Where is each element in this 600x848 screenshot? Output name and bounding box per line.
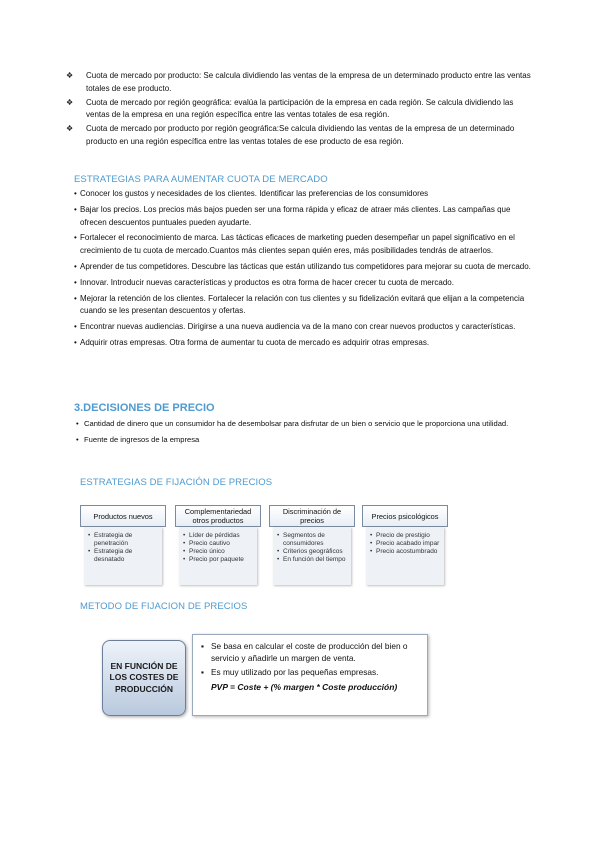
list-item [74,232,532,258]
card-heading: Productos nuevos [80,505,166,527]
list-item-text: Cuota de mercado por producto por región geográfica:Se calcula dividiendo las ventas de la empresa de un determinado producto en una región específica entre las ventas totales de ese producto de esa región. [86,124,515,146]
bullet-icon: • [74,277,77,287]
pricing-method-heading: METODO DE FIJACION DE PRECIOS [80,601,248,612]
list-item [74,293,532,319]
diamond-bullet-icon: ❖ [66,124,74,134]
card-item: • Precio acostumbrado [370,548,438,555]
card-item: • Precio por paquete [183,556,244,563]
card-item: • Estrategia de desnatado [88,548,133,563]
list-item [201,667,419,679]
list-item [76,418,516,430]
card-item: • Criterios geográficos [277,548,343,555]
list-item [74,277,532,290]
strategy-card-new-products [80,505,166,585]
list-item [66,97,536,123]
list-item [74,321,532,334]
list-item-text: Cuota de mercado por producto: Se calcula dividiendo las ventas de la empresa de un determinado producto entre las ventas totales de ese producto. [86,71,531,93]
bullet-icon: • [74,337,77,347]
list-item-text: Aprender de tus competidores. Descubre las tácticas que están utilizando tus competidores para mejorar su cuota de mercado. [80,261,531,271]
strategy-card-complementarity [175,505,261,585]
diamond-bullet-icon: ❖ [66,97,74,107]
pricing-strategies-diagram [80,505,450,587]
market-share-list [66,70,536,150]
list-item-text: Fuente de ingresos de la empresa [84,435,200,444]
list-item-text: Encontrar nuevas audiencias. Dirigirse a una nueva audiencia va de la mano con crear nuevos productos y características. [80,322,516,332]
card-body [179,527,257,585]
strategies-list [74,188,532,353]
card-item: • Precio acabado impar [370,540,440,547]
bullet-icon: • [76,435,79,444]
strategies-heading: ESTRATEGIAS PARA AUMENTAR CUOTA DE MERCADO [74,174,328,185]
price-definition-list [76,418,516,450]
list-item-text: Adquirir otras empresas. Otra forma de aumentar tu cuota de mercado es adquirir otras empresas. [80,337,430,347]
bullet-icon: • [74,233,77,243]
list-item [201,641,419,664]
card-heading: Discriminación de precios [269,505,355,527]
list-item [76,434,516,446]
pricing-method-diagram [90,630,430,720]
list-item-text: Fortalecer el reconocimiento de marca. Las tácticas eficaces de marketing pueden desempeñar un papel significativo en el crecimiento de tu cuota de mercado.Cuantos más clientes sepan quién eres, más posibilidades tendrás de atraerlos. [80,233,515,256]
list-item [66,123,536,149]
list-item [74,337,532,350]
list-item [74,188,532,201]
list-item-text: Cuota de mercado por región geográfica: evalúa la participación de la empresa en cada región. Se calcula dividiendo las ventas de la empresa en una región específica entre las ventas totales de esa región. [86,97,514,120]
price-decisions-heading: 3.DECISIONES DE PRECIO [74,402,215,414]
list-item-text: Conocer los gustos y necesidades de los clientes. Identificar las preferencias de los consumidores [80,189,429,198]
bullet-icon: • [74,322,77,332]
card-body [366,527,444,585]
strategy-card-psychological [362,505,448,585]
square-bullet-icon: ▪ [201,641,204,651]
list-item [74,261,532,274]
bullet-icon: • [74,204,77,214]
card-item: • En función del tiempo [277,556,346,563]
cost-based-label-box: EN FUNCIÓN DE LOS COSTES DE PRODUCCIÓN [102,640,186,716]
card-item: • Líder de pérdidas [183,532,240,539]
bullet-icon: • [74,261,77,271]
card-body [84,527,162,585]
list-item-text: Cantidad de dinero que un consumidor ha de desembolsar para disfrutar de un bien o servicio que le proporciona una utilidad. [84,419,509,428]
diamond-bullet-icon: ❖ [66,71,74,80]
card-item: • Segmentos de consumidores [277,532,325,547]
list-item [74,204,532,230]
pricing-strategies-heading: ESTRATEGIAS DE FIJACIÓN DE PRECIOS [80,477,273,488]
list-item-text: Innovar. Introducir nuevas características y productos es otra forma de hacer crecer tu cuota de mercado. [80,277,454,287]
bullet-icon: • [74,189,77,198]
method-description-box [192,634,428,716]
square-bullet-icon: ▪ [201,667,204,677]
card-item: • Precio único [183,548,225,555]
strategy-card-price-discrimination [269,505,355,585]
card-item: • Estrategia de penetración [88,532,133,547]
card-heading: Complementariedad otros productos [175,505,261,527]
card-body [273,527,351,585]
list-item-text: Bajar los precios. Los precios más bajos pueden ser una forma rápida y eficaz de atraer más clientes. Las campañas que ofrecen descuentos puntuales pueden ayudarte. [80,204,511,227]
card-heading: Precios psicológicos [362,505,448,527]
card-item: • Precio cautivo [183,540,230,547]
pvp-formula: PVP = Coste + (% margen * Coste producción) [211,681,398,692]
bullet-icon: • [74,293,77,303]
bullet-icon: • [76,419,79,428]
card-item: • Precio de prestigio [370,532,430,539]
list-item-text: Es muy utilizado por las pequeñas empresas. [211,667,379,677]
list-item-text: Se basa en calcular el coste de producción del bien o servicio y añadirle un margen de venta. [211,641,408,663]
list-item [66,70,536,96]
list-item-text: Mejorar la retención de los clientes. Fortalecer la relación con tus clientes y su fidelización evitará que elijan a la competencia cuando se les presentan descuentos y ofertas. [80,293,525,316]
